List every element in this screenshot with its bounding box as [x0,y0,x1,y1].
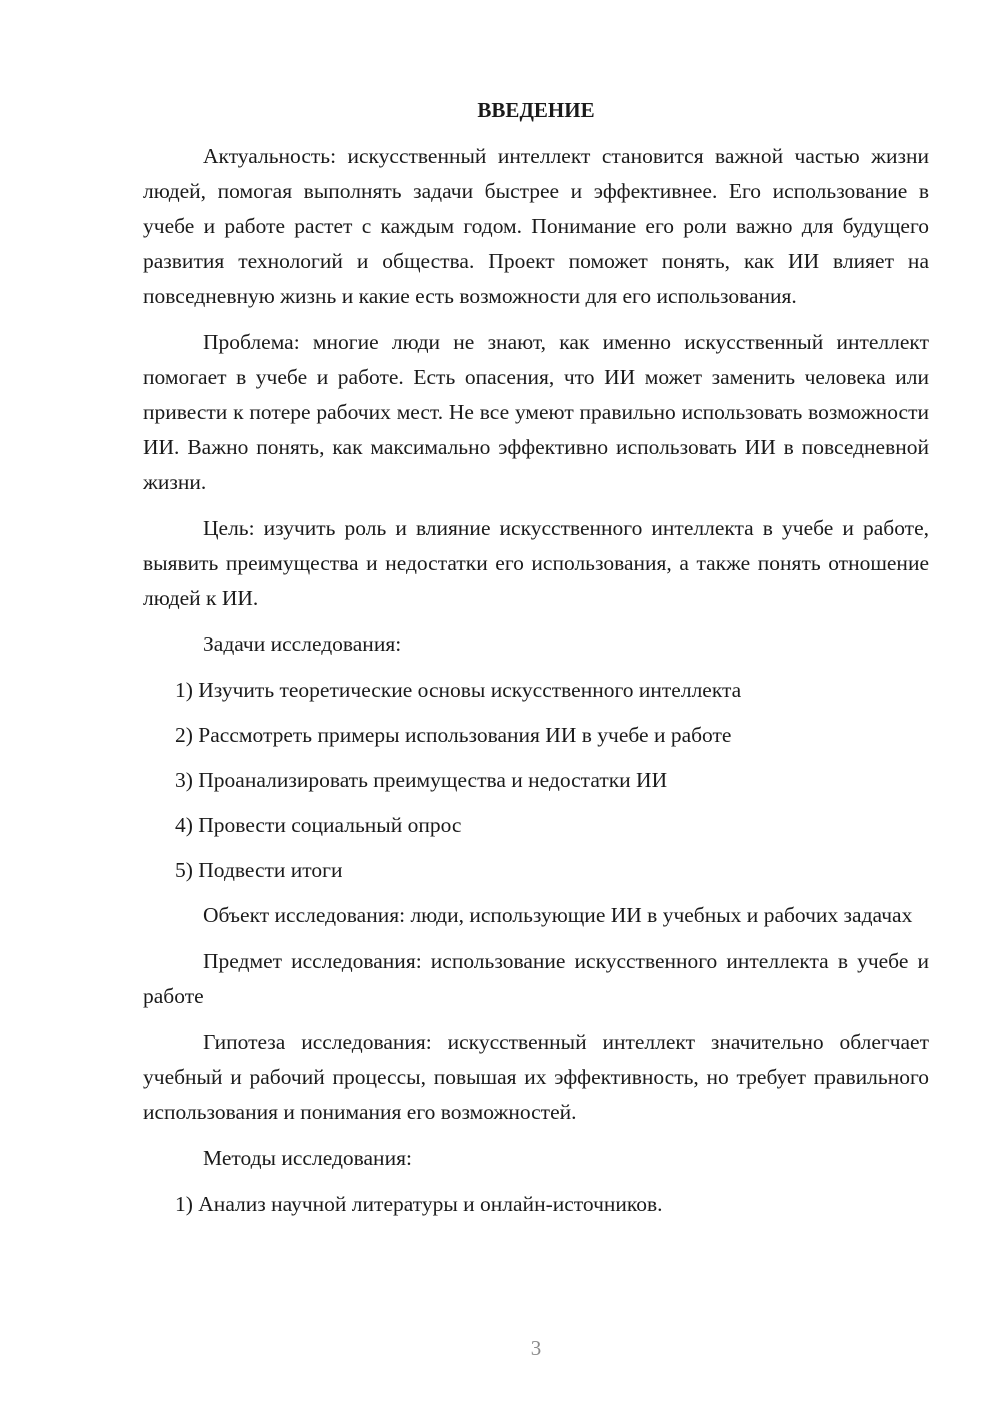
goal-paragraph: Цель: изучить роль и влияние искусственного интеллекта в учебе и работе, выявить преимущества и недостатки его использования, а также понять отношение людей к ИИ. [143,516,929,610]
task-item: 3) Проанализировать преимущества и недостатки ИИ [175,768,668,792]
task-item: 5) Подвести итоги [175,858,343,882]
subject-paragraph: Предмет исследования: использование искусственного интеллекта в учебе и работе [143,949,929,1008]
hypothesis-paragraph: Гипотеза исследования: искусственный интеллект значительно облегчает учебный и рабочий процессы, повышая их эффективность, но требует правильного использования и понимания его возможностей. [143,1030,929,1124]
object-paragraph: Объект исследования: люди, использующие ИИ в учебных и рабочих задачах [203,903,913,927]
tasks-list [143,673,929,888]
tasks-heading: Задачи исследования: [203,632,402,656]
relevance-paragraph: Актуальность: искусственный интеллект становится важной частью жизни людей, помогая выполнять задачи быстрее и эффективнее. Его использование в учебе и работе растет с каждым годом. Понимание его роли важно для будущего развития технологий и общества. Проект поможет понять, как ИИ влияет на повседневную жизнь и какие есть возможности для его использования. [143,144,929,308]
problem-paragraph: Проблема: многие люди не знают, как именно искусственный интеллект помогает в учебе и работе. Есть опасения, что ИИ может заменить человека или привести к потере рабочих мест. Не все умеют правильно использовать возможности ИИ. Важно понять, как максимально эффективно использовать ИИ в повседневной жизни. [143,330,929,494]
page-number: 3 [530,1336,542,1360]
document-page [143,95,929,1232]
methods-heading: Методы исследования: [203,1146,412,1170]
task-item: 4) Провести социальный опрос [175,813,462,837]
methods-list [143,1187,929,1222]
task-item: 2) Рассмотреть примеры использования ИИ в учебе и работе [175,723,732,747]
method-item: 1) Анализ научной литературы и онлайн-источников. [175,1192,663,1216]
section-title: ВВЕДЕНИЕ [477,98,595,122]
task-item: 1) Изучить теоретические основы искусственного интеллекта [175,678,742,702]
